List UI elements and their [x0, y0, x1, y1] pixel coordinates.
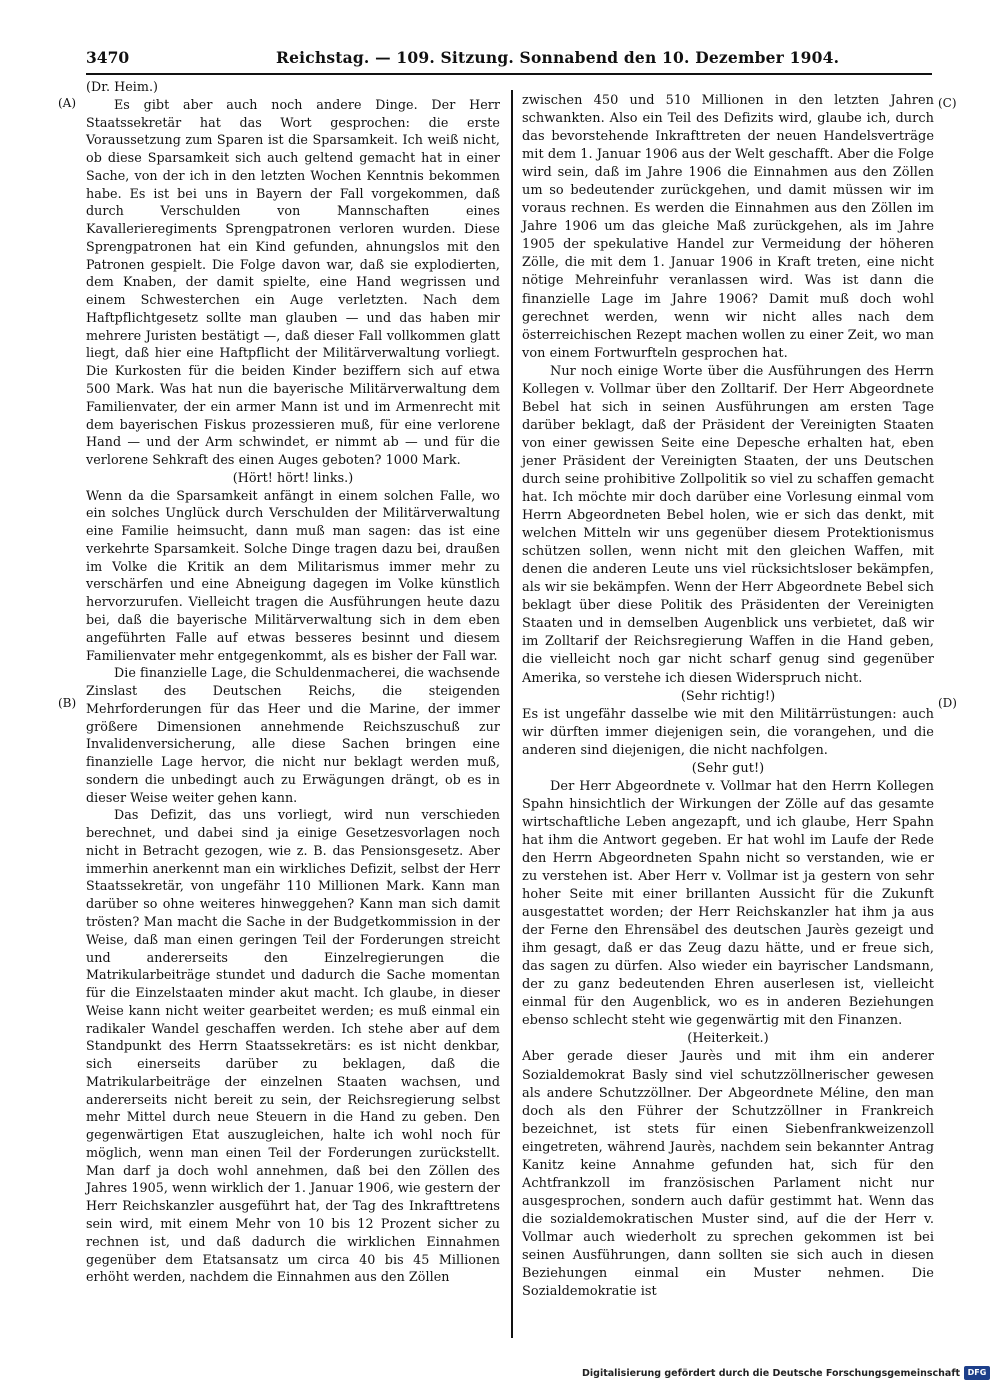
paragraph: zwischen 450 und 510 Millionen in den letzten Jahren schwankten. Also ein Teil des Defizits wird, glaube ich, durch das bevorstehende Inkrafttreten der neuen Handelsverträge mit dem 1. Januar 1906 aus der Welt geschafft. Aber die Folge wird sein, daß im Jahre 1906 die Einnahmen aus den Zöllen um so bedeutender zurückgehen, und damit müssen wir im voraus rechnen. Es werden die Einnahmen aus den Zöllen im Jahre 1906 um das gleiche Maß zurückgehen, als im Jahre 1905 der spekulative Handel zur Vermeidung der höheren Zölle, die mit dem 1. Januar 1906 in Kraft treten, eine nicht nötige Mehreinfuhr veranlassen wird. Was ist dann die finanzielle Lage im Jahre 1906? Damit muß doch wohl gerechnet werden, wenn wir nicht alles nach dem österreichischen Rezept machen wollen zu einer Zeit, wo man von einem Fortwurfteln gesprochen hat.	[522, 93, 934, 361]
interjection: (Heiterkeit.)	[687, 1031, 769, 1047]
paragraph: Es ist ungefähr dasselbe wie mit den Militärrüstungen: auch wir dürften immer diejenigen sein, die vorangehen, und die anderen sind diejenigen, die nicht nachfolgen.	[522, 706, 934, 758]
header-rule	[86, 73, 932, 75]
right-column	[522, 92, 934, 1301]
paragraph: Aber gerade dieser Jaurès und mit ihm ein anderer Sozialdemokrat Basly sind viel schutzzöllnerischer gewesen als andere Schutzzöllner. Der Abgeordnete Méline, den man doch als den Führer der Schutzzöllner in Frankreich bezeichnet, ist stets für einen Siebenfrankweizenzoll eingetreten, während Jaurès, nachdem sein bekannter Antrag Kanitz keine Annahme gefunden hat, sich für den Achtfrankzoll im französischen Parlament nicht nur ausgesprochen, sondern auch dafür gestimmt hat. Wenn das die sozialdemokratischen Muster sind, auf die der Herr v. Vollmar auch wiederholt zu sprechen gekommen ist bei seinen Ausführungen, dann sollten sie sich auch in diesen Beziehungen einmal ein Muster nehmen. Die Sozialdemokratie ist	[522, 1049, 934, 1300]
column-divider	[511, 90, 513, 1338]
margin-marker-a: (A)	[58, 96, 77, 110]
page-header	[86, 48, 932, 70]
credit-text: Digitalisierung gefördert durch die Deutsche Forschungsgemeinschaft	[582, 1368, 960, 1379]
margin-marker-d: (D)	[938, 696, 957, 710]
interjection: (Hört! hört! links.)	[232, 469, 354, 485]
running-title: Reichstag. — 109. Sitzung. Sonnabend den 10. Dezember 1904.	[276, 48, 840, 67]
interjection: (Sehr richtig!)	[680, 688, 776, 704]
speaker-label: (Dr. Heim.)	[86, 79, 159, 94]
page-number: 3470	[86, 48, 130, 67]
margin-marker-c: (C)	[938, 96, 957, 110]
paragraph: Die finanzielle Lage, die Schuldenmacherei, die wachsende Zinslast des Deutschen Reichs, die steigenden Mehrforderungen für das Heer und die Marine, der immer größere Dimensionen annehmende Reichszuschuß zur Invalidenversicherung, alle diese Sachen bringen eine finanzielle Lage hervor, die nicht nur beklagt werden muß, sondern die unbedingt auch zu Erwägungen drängt, ob es in dieser Weise weiter gehen kann.	[86, 665, 500, 805]
paragraph: Es gibt aber auch noch andere Dinge. Der Herr Staatssekretär hat das Wort gesprochen: die erste Voraussetzung zum Sparen ist die Sparsamkeit. Ich weiß nicht, ob diese Sparsamkeit sich auch geltend gemacht hat in einer Sache, von der ich in den letzten Wochen Kenntnis bekommen habe. Es ist bei uns in Bayern der Fall vorgekommen, daß durch Verschulden von Mannschaften eines Kavallerieregiments Sprengpatronen verloren wurden. Diese Sprengpatronen hat ein Kind gefunden, ahnungslos mit den Patronen gespielt. Die Folge davon war, daß sie explodierten, dem Knaben, der damit spielte, eine Hand wegrissen und einem Schwesterchen ein Auge verletzten. Nach dem Haftpflichtgesetz sollte man glauben — und das haben mir mehrere Juristen bestätigt —, daß dieser Fall vollkommen glatt liegt, daß hier eine Haftpflicht der Militärverwaltung vorliegt. Die Kurkosten für die beiden Kinder beziffern sich auf etwa 500 Mark. Was hat nun die bayerische Militärverwaltung dem Familienvater, der ein armer Mann ist und im Armenrecht mit dem bayerischen Fiskus prozessieren muß, für eine verlorene Hand — und der Arm schwindet, er nimmt ab — und für die verlorene Sehkraft des einen Auges geboten? 1000 Mark.	[86, 96, 500, 468]
digitization-credit	[552, 1366, 994, 1382]
paragraph: Das Defizit, das uns vorliegt, wird nun verschieden berechnet, und dabei sind ja einige Gesetzesvorlagen noch nicht in Betracht gezogen, wie z. B. das Pensionsgesetz. Aber immerhin anerkennt man ein wirkliches Defizit, selbst der Herr Staatssekretär, von ungefähr 110 Millionen Mark. Kann man darüber so ohne weiteres hinweggehen? Kann man sich damit trösten? Man macht die Sache in der Budgetkommission in der Weise, daß man einen geringen Teil der Forderungen streicht und andererseits den Einzelregierungen die Matrikularbeiträge stundet und dadurch die Sache momentan für die Einzelstaaten minder akut macht. Ich glaube, in dieser Weise kann nicht weiter gearbeitet werden; es muß einmal ein radikaler Wandel geschaffen werden. Ich stehe aber auf dem Standpunkt des Herrn Staatssekretärs: es ist nicht denkbar, sich einerseits darüber zu beklagen, daß die Matrikularbeiträge der einzelnen Staaten wachsen, und andererseits nicht bereit zu sein, der Reichsregierung selbst mehr Mittel durch neue Steuern in die Hand zu geben. Den gegenwärtigen Etat auszugleichen, halte ich wohl noch für möglich, wenn man einen Teil der Forderungen zurückstellt. Man darf ja doch wohl annehmen, daß bei den Zöllen des Jahres 1905, wenn wirklich der 1. Januar 1906, wie gestern der Herr Reichskanzler ausgeführt hat, der Tag des Inkrafttretens sein wird, mit einem Mehr von 10 bis 12 Prozent sicher zu rechnen ist, und daß dadurch die wirklichen Einnahmen gegenüber dem Etatsansatz um circa 40 bis 45 Millionen erhöht werden, nachdem die Einnahmen aus den Zöllen	[86, 807, 500, 1285]
paragraph: Nur noch einige Worte über die Ausführungen des Herrn Kollegen v. Vollmar über den Zolltarif. Der Herr Abgeordnete Bebel hat sich in seinen Ausführungen am ersten Tage darüber beklagt, daß der Präsident der Vereinigten Staaten von einer gewissen Seite eine Depesche erhalten hat, eben jener Präsident der Vereinigten Staaten, der uns Deutschen durch seine prohibitive Zollpolitik so viel zu schaffen gemacht hat. Ich möchte mir doch darüber eine Vorlesung einmal vom Herrn Abgeordneten Bebel holen, wie er sich das denkt, mit welchen Mitteln wir uns gegenüber diesem Protektionismus schützen sollen, wenn nicht mit den gleichen Waffen, mit denen die anderen Leute uns viel rücksichtsloser bekämpfen, als wir sie bekämpfen. Wenn der Herr Abgeordnete Bebel sich beklagt über diese Politik des Präsidenten der Vereinigten Staaten und in demselben Augenblick uns verbietet, daß wir im Zolltarif der Reichsregierung Waffen in die Hand geben, die vielleicht noch gar nicht scharf genug sind gegenüber Amerika, so verstehe ich diesen Widerspruch nicht.	[522, 363, 934, 686]
left-column	[86, 78, 500, 1286]
margin-marker-b: (B)	[58, 696, 77, 710]
paragraph: Wenn da die Sparsamkeit anfängt in einem solchen Falle, wo ein solches Unglück durch Verschulden der Militärverwaltung eine Familie heimsucht, dann muß man sagen: das ist eine verkehrte Sparsamkeit. Solche Dinge tragen dazu bei, draußen im Volke die Kritik an dem Militarismus immer mehr zu verschärfen und eine Abneigung dagegen im Volke künstlich hervorzurufen. Vielleicht tragen die Ausführungen heute dazu bei, daß die bayerische Militärverwaltung sich in dem eben angeführten Falle auf etwas besseres besinnt und diesem Familienvater mehr entgegenkommt, als es bisher der Fall war.	[86, 487, 500, 663]
paragraph: Der Herr Abgeordnete v. Vollmar hat den Herrn Kollegen Spahn hinsichtlich der Wirkungen der Zölle auf das gesamte wirtschaftliche Leben angezapft, und ich glaube, Herr Spahn hat ihm die Antwort gegeben. Er hat wohl im Laufe der Rede den Herrn Abgeordneten Spahn nicht so verstanden, wie er zu verstehen ist. Aber Herr v. Vollmar ist ja gestern von sehr hoher Seite mit einer brillanten Aussicht für die Zukunft ausgestattet worden; der Herr Reichskanzler hat ihm ja aus der Ferne den Ehrensäbel des deutschen Jaurès gezeigt und ihm gesagt, daß er das Zeug dazu hätte, und er freue sich, das sagen zu dürfen. Also wieder ein bayrischer Landsmann, der zu ganz bedeutenden Ehren auserlesen ist, vielleicht einmal für den Augenblick, wo es in anderen Beziehungen ebenso schlecht steht wie gegenwärtig mit den Finanzen.	[522, 778, 934, 1029]
interjection: (Sehr gut!)	[691, 760, 765, 776]
dfg-logo: DFG	[964, 1366, 990, 1380]
